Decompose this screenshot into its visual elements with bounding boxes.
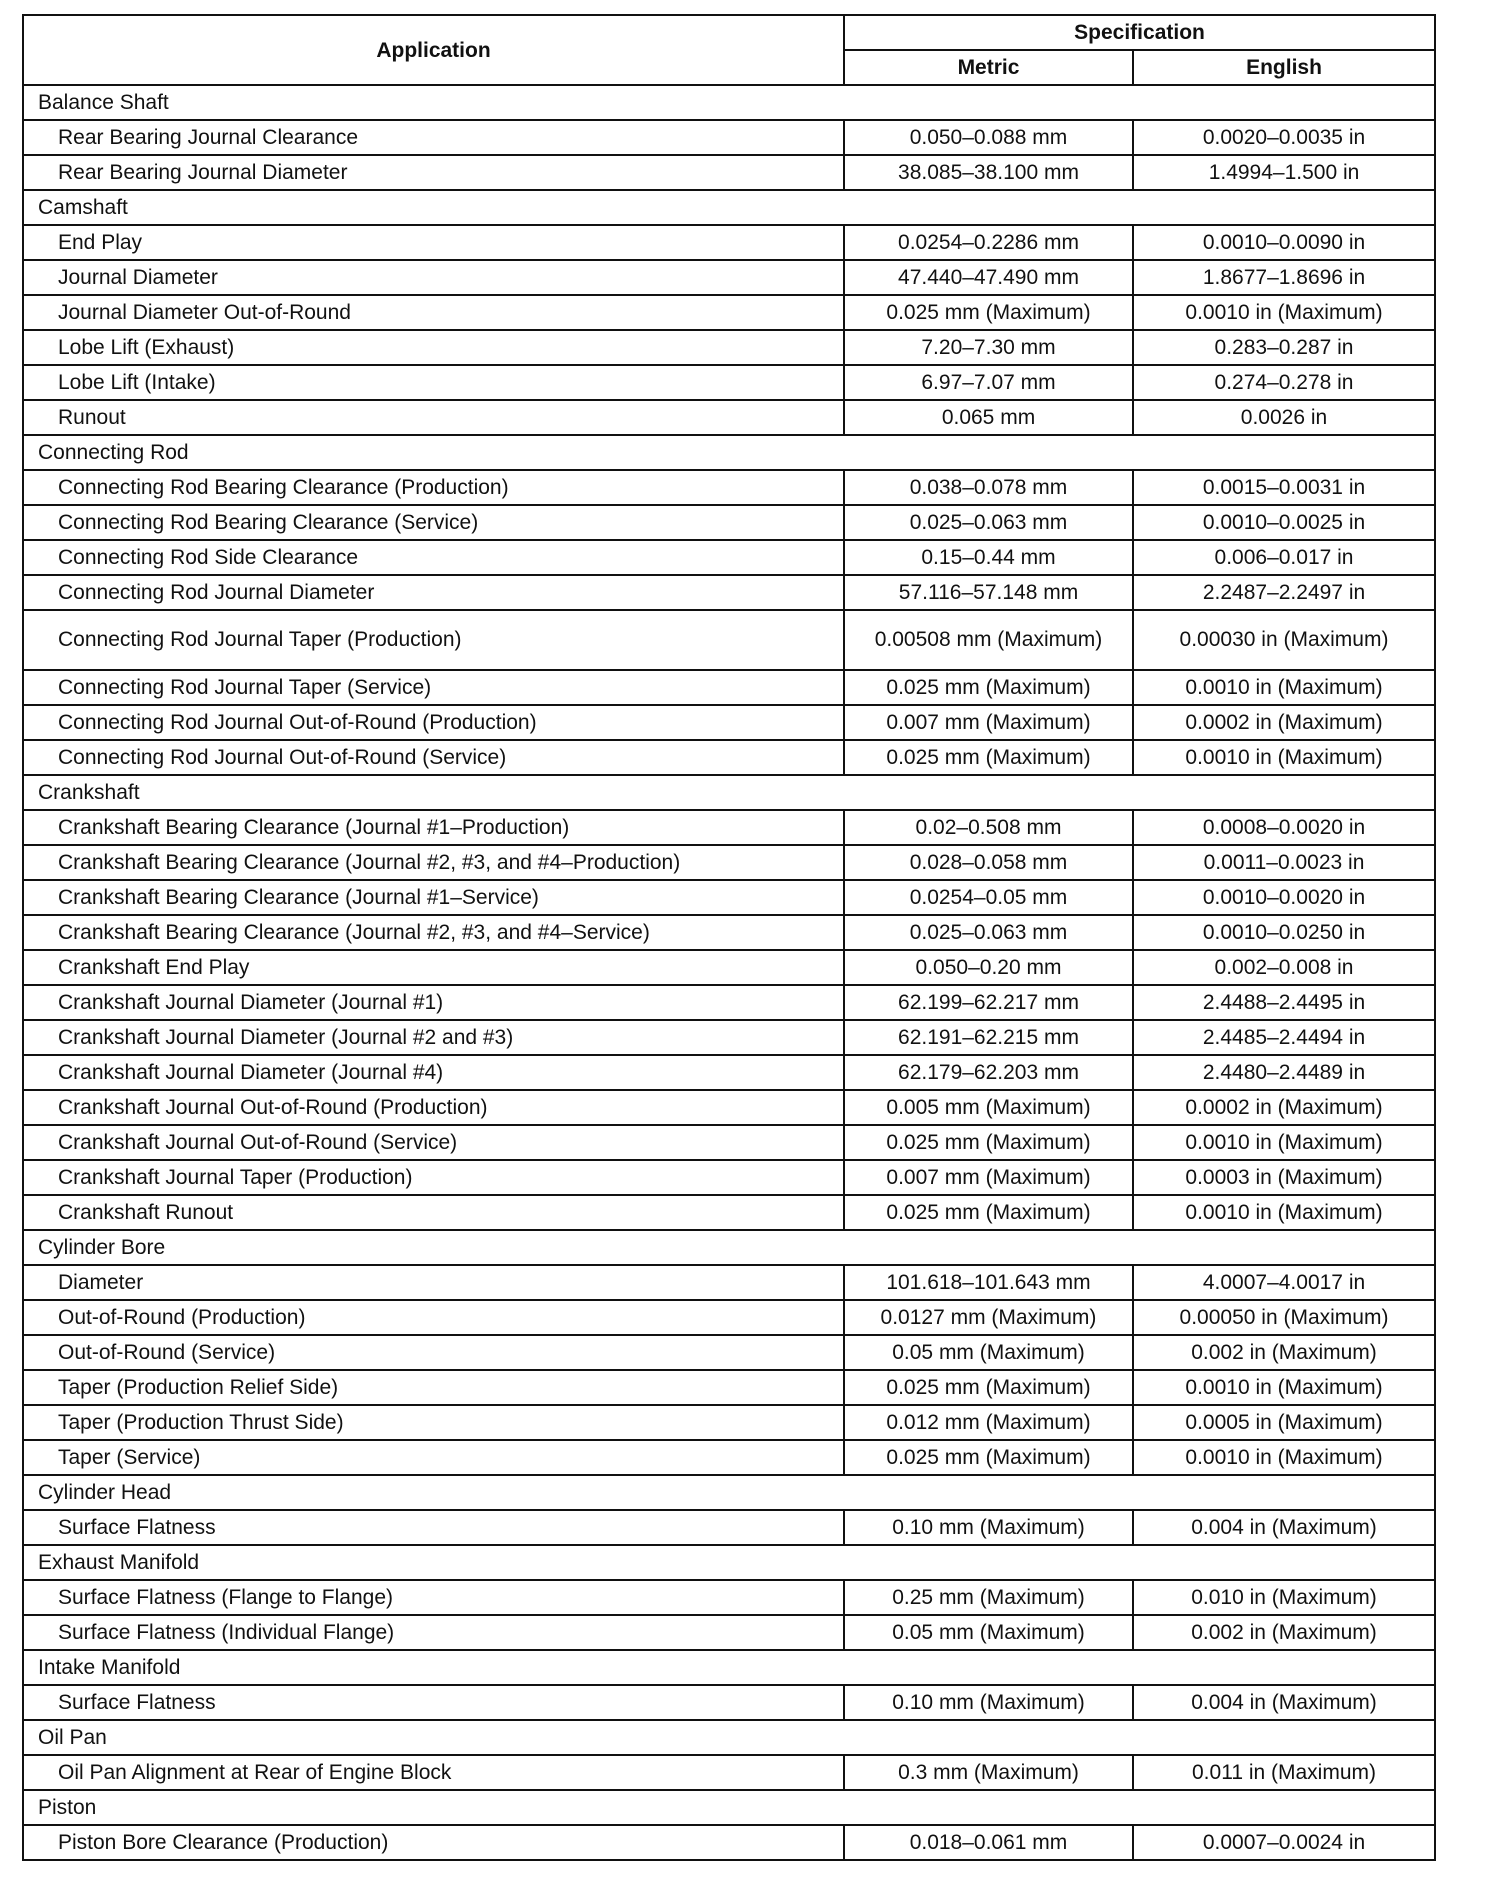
english-value: 0.002 in (Maximum) [1133, 1335, 1435, 1370]
table-row [23, 1055, 1435, 1090]
item-label: Surface Flatness (Individual Flange) [23, 1615, 844, 1650]
english-value: 2.2487–2.2497 in [1133, 575, 1435, 610]
table-row [23, 1685, 1435, 1720]
table-row [23, 1125, 1435, 1160]
section-title: Connecting Rod [23, 435, 1435, 470]
english-value: 0.00050 in (Maximum) [1133, 1300, 1435, 1335]
english-value: 0.0010–0.0020 in [1133, 880, 1435, 915]
item-label: Crankshaft Bearing Clearance (Journal #2, #3, and #4–Production) [23, 845, 844, 880]
table-row [23, 505, 1435, 540]
english-value: 0.0010 in (Maximum) [1133, 1125, 1435, 1160]
english-value: 0.0010 in (Maximum) [1133, 670, 1435, 705]
table-row [23, 1370, 1435, 1405]
metric-value: 38.085–38.100 mm [844, 155, 1133, 190]
header-english: English [1133, 50, 1435, 85]
table-row [23, 120, 1435, 155]
english-value: 0.002 in (Maximum) [1133, 1615, 1435, 1650]
metric-value: 7.20–7.30 mm [844, 330, 1133, 365]
metric-value: 0.02–0.508 mm [844, 810, 1133, 845]
section-row [23, 1650, 1435, 1685]
section-title: Cylinder Bore [23, 1230, 1435, 1265]
metric-value: 0.05 mm (Maximum) [844, 1615, 1133, 1650]
item-label: Crankshaft Journal Out-of-Round (Service) [23, 1125, 844, 1160]
metric-value: 0.025 mm (Maximum) [844, 670, 1133, 705]
table-row [23, 1195, 1435, 1230]
metric-value: 0.10 mm (Maximum) [844, 1685, 1133, 1720]
metric-value: 0.10 mm (Maximum) [844, 1510, 1133, 1545]
metric-value: 0.25 mm (Maximum) [844, 1580, 1133, 1615]
section-title: Balance Shaft [23, 85, 1435, 120]
table-row [23, 260, 1435, 295]
metric-value: 0.025 mm (Maximum) [844, 740, 1133, 775]
table-row [23, 295, 1435, 330]
metric-value: 0.15–0.44 mm [844, 540, 1133, 575]
item-label: Journal Diameter [23, 260, 844, 295]
metric-value: 0.050–0.088 mm [844, 120, 1133, 155]
item-label: Crankshaft Runout [23, 1195, 844, 1230]
metric-value: 0.025–0.063 mm [844, 505, 1133, 540]
item-label: Crankshaft Bearing Clearance (Journal #1–Production) [23, 810, 844, 845]
item-label: Connecting Rod Journal Taper (Production) [23, 610, 844, 670]
english-value: 4.0007–4.0017 in [1133, 1265, 1435, 1300]
item-label: Taper (Service) [23, 1440, 844, 1475]
table-row [23, 575, 1435, 610]
item-label: Crankshaft Journal Diameter (Journal #4) [23, 1055, 844, 1090]
metric-value: 0.05 mm (Maximum) [844, 1335, 1133, 1370]
table-row [23, 1265, 1435, 1300]
item-label: Taper (Production Thrust Side) [23, 1405, 844, 1440]
table-row [23, 1440, 1435, 1475]
item-label: Crankshaft End Play [23, 950, 844, 985]
section-title: Exhaust Manifold [23, 1545, 1435, 1580]
english-value: 0.0015–0.0031 in [1133, 470, 1435, 505]
english-value: 0.0005 in (Maximum) [1133, 1405, 1435, 1440]
metric-value: 0.0127 mm (Maximum) [844, 1300, 1133, 1335]
metric-value: 6.97–7.07 mm [844, 365, 1133, 400]
item-label: Crankshaft Journal Out-of-Round (Production) [23, 1090, 844, 1125]
table-row [23, 1300, 1435, 1335]
metric-value: 0.025–0.063 mm [844, 915, 1133, 950]
table-row [23, 880, 1435, 915]
item-label: Out-of-Round (Production) [23, 1300, 844, 1335]
item-label: Journal Diameter Out-of-Round [23, 295, 844, 330]
table-row [23, 1405, 1435, 1440]
item-label: Out-of-Round (Service) [23, 1335, 844, 1370]
english-value: 2.4485–2.4494 in [1133, 1020, 1435, 1055]
table-row [23, 225, 1435, 260]
specification-table [22, 14, 1436, 1861]
section-title: Piston [23, 1790, 1435, 1825]
metric-value: 0.007 mm (Maximum) [844, 1160, 1133, 1195]
item-label: Taper (Production Relief Side) [23, 1370, 844, 1405]
english-value: 0.0010 in (Maximum) [1133, 740, 1435, 775]
table-row [23, 365, 1435, 400]
item-label: Crankshaft Journal Diameter (Journal #2 and #3) [23, 1020, 844, 1055]
english-value: 0.006–0.017 in [1133, 540, 1435, 575]
table-row [23, 1160, 1435, 1195]
table-row [23, 470, 1435, 505]
english-value: 0.283–0.287 in [1133, 330, 1435, 365]
metric-value: 0.038–0.078 mm [844, 470, 1133, 505]
english-value: 1.8677–1.8696 in [1133, 260, 1435, 295]
english-value: 0.0008–0.0020 in [1133, 810, 1435, 845]
metric-value: 0.050–0.20 mm [844, 950, 1133, 985]
table-row [23, 985, 1435, 1020]
item-label: Connecting Rod Journal Out-of-Round (Production) [23, 705, 844, 740]
english-value: 0.011 in (Maximum) [1133, 1755, 1435, 1790]
header-specification: Specification [844, 15, 1435, 50]
item-label: Connecting Rod Bearing Clearance (Service) [23, 505, 844, 540]
table-row [23, 540, 1435, 575]
header-metric: Metric [844, 50, 1133, 85]
metric-value: 62.191–62.215 mm [844, 1020, 1133, 1055]
section-row [23, 775, 1435, 810]
english-value: 0.0010–0.0250 in [1133, 915, 1435, 950]
english-value: 0.004 in (Maximum) [1133, 1685, 1435, 1720]
table-row [23, 740, 1435, 775]
table-row [23, 705, 1435, 740]
table-row [23, 1020, 1435, 1055]
item-label: Lobe Lift (Exhaust) [23, 330, 844, 365]
english-value: 0.0010–0.0025 in [1133, 505, 1435, 540]
english-value: 1.4994–1.500 in [1133, 155, 1435, 190]
table-row [23, 1580, 1435, 1615]
metric-value: 0.012 mm (Maximum) [844, 1405, 1133, 1440]
section-title: Oil Pan [23, 1720, 1435, 1755]
metric-value: 0.0254–0.2286 mm [844, 225, 1133, 260]
item-label: Connecting Rod Journal Diameter [23, 575, 844, 610]
metric-value: 47.440–47.490 mm [844, 260, 1133, 295]
english-value: 0.0026 in [1133, 400, 1435, 435]
metric-value: 0.025 mm (Maximum) [844, 1125, 1133, 1160]
metric-value: 101.618–101.643 mm [844, 1265, 1133, 1300]
section-row [23, 1790, 1435, 1825]
metric-value: 0.025 mm (Maximum) [844, 295, 1133, 330]
section-row [23, 1720, 1435, 1755]
english-value: 0.274–0.278 in [1133, 365, 1435, 400]
table-row [23, 610, 1435, 670]
section-row [23, 435, 1435, 470]
table-row [23, 330, 1435, 365]
table-row [23, 845, 1435, 880]
section-title: Camshaft [23, 190, 1435, 225]
english-value: 0.0011–0.0023 in [1133, 845, 1435, 880]
metric-value: 0.0254–0.05 mm [844, 880, 1133, 915]
item-label: Connecting Rod Bearing Clearance (Production) [23, 470, 844, 505]
metric-value: 0.025 mm (Maximum) [844, 1195, 1133, 1230]
english-value: 0.0010–0.0090 in [1133, 225, 1435, 260]
item-label: Surface Flatness [23, 1685, 844, 1720]
english-value: 0.0003 in (Maximum) [1133, 1160, 1435, 1195]
metric-value: 0.065 mm [844, 400, 1133, 435]
section-row [23, 1545, 1435, 1580]
item-label: Runout [23, 400, 844, 435]
item-label: Surface Flatness (Flange to Flange) [23, 1580, 844, 1615]
english-value: 0.0002 in (Maximum) [1133, 705, 1435, 740]
metric-value: 0.018–0.061 mm [844, 1825, 1133, 1860]
table-body [23, 85, 1435, 1860]
item-label: Rear Bearing Journal Diameter [23, 155, 844, 190]
metric-value: 0.007 mm (Maximum) [844, 705, 1133, 740]
metric-value: 0.025 mm (Maximum) [844, 1370, 1133, 1405]
item-label: Connecting Rod Journal Taper (Service) [23, 670, 844, 705]
section-row [23, 1475, 1435, 1510]
table-row [23, 1825, 1435, 1860]
table-row [23, 1755, 1435, 1790]
metric-value: 0.3 mm (Maximum) [844, 1755, 1133, 1790]
metric-value: 57.116–57.148 mm [844, 575, 1133, 610]
english-value: 0.010 in (Maximum) [1133, 1580, 1435, 1615]
item-label: Lobe Lift (Intake) [23, 365, 844, 400]
table-row [23, 950, 1435, 985]
item-label: Connecting Rod Journal Out-of-Round (Service) [23, 740, 844, 775]
english-value: 0.0010 in (Maximum) [1133, 295, 1435, 330]
english-value: 0.0020–0.0035 in [1133, 120, 1435, 155]
item-label: Rear Bearing Journal Clearance [23, 120, 844, 155]
english-value: 2.4480–2.4489 in [1133, 1055, 1435, 1090]
section-row [23, 1230, 1435, 1265]
english-value: 0.0010 in (Maximum) [1133, 1370, 1435, 1405]
item-label: Diameter [23, 1265, 844, 1300]
header-application: Application [23, 15, 844, 85]
metric-value: 62.179–62.203 mm [844, 1055, 1133, 1090]
english-value: 0.002–0.008 in [1133, 950, 1435, 985]
metric-value: 0.00508 mm (Maximum) [844, 610, 1133, 670]
table-row [23, 915, 1435, 950]
metric-value: 0.025 mm (Maximum) [844, 1440, 1133, 1475]
item-label: Crankshaft Bearing Clearance (Journal #1–Service) [23, 880, 844, 915]
table-row [23, 400, 1435, 435]
english-value: 0.0010 in (Maximum) [1133, 1440, 1435, 1475]
table-row [23, 155, 1435, 190]
item-label: Crankshaft Bearing Clearance (Journal #2, #3, and #4–Service) [23, 915, 844, 950]
metric-value: 0.005 mm (Maximum) [844, 1090, 1133, 1125]
metric-value: 62.199–62.217 mm [844, 985, 1133, 1020]
table-row [23, 810, 1435, 845]
english-value: 0.004 in (Maximum) [1133, 1510, 1435, 1545]
item-label: End Play [23, 225, 844, 260]
metric-value: 0.028–0.058 mm [844, 845, 1133, 880]
english-value: 0.0007–0.0024 in [1133, 1825, 1435, 1860]
english-value: 0.00030 in (Maximum) [1133, 610, 1435, 670]
item-label: Surface Flatness [23, 1510, 844, 1545]
english-value: 0.0010 in (Maximum) [1133, 1195, 1435, 1230]
item-label: Oil Pan Alignment at Rear of Engine Block [23, 1755, 844, 1790]
item-label: Connecting Rod Side Clearance [23, 540, 844, 575]
table-row [23, 1335, 1435, 1370]
section-title: Crankshaft [23, 775, 1435, 810]
section-row [23, 190, 1435, 225]
english-value: 0.0002 in (Maximum) [1133, 1090, 1435, 1125]
item-label: Crankshaft Journal Diameter (Journal #1) [23, 985, 844, 1020]
table-row [23, 1615, 1435, 1650]
table-row [23, 1090, 1435, 1125]
section-title: Cylinder Head [23, 1475, 1435, 1510]
table-row [23, 670, 1435, 705]
table-row [23, 1510, 1435, 1545]
english-value: 2.4488–2.4495 in [1133, 985, 1435, 1020]
item-label: Piston Bore Clearance (Production) [23, 1825, 844, 1860]
section-row [23, 85, 1435, 120]
section-title: Intake Manifold [23, 1650, 1435, 1685]
item-label: Crankshaft Journal Taper (Production) [23, 1160, 844, 1195]
